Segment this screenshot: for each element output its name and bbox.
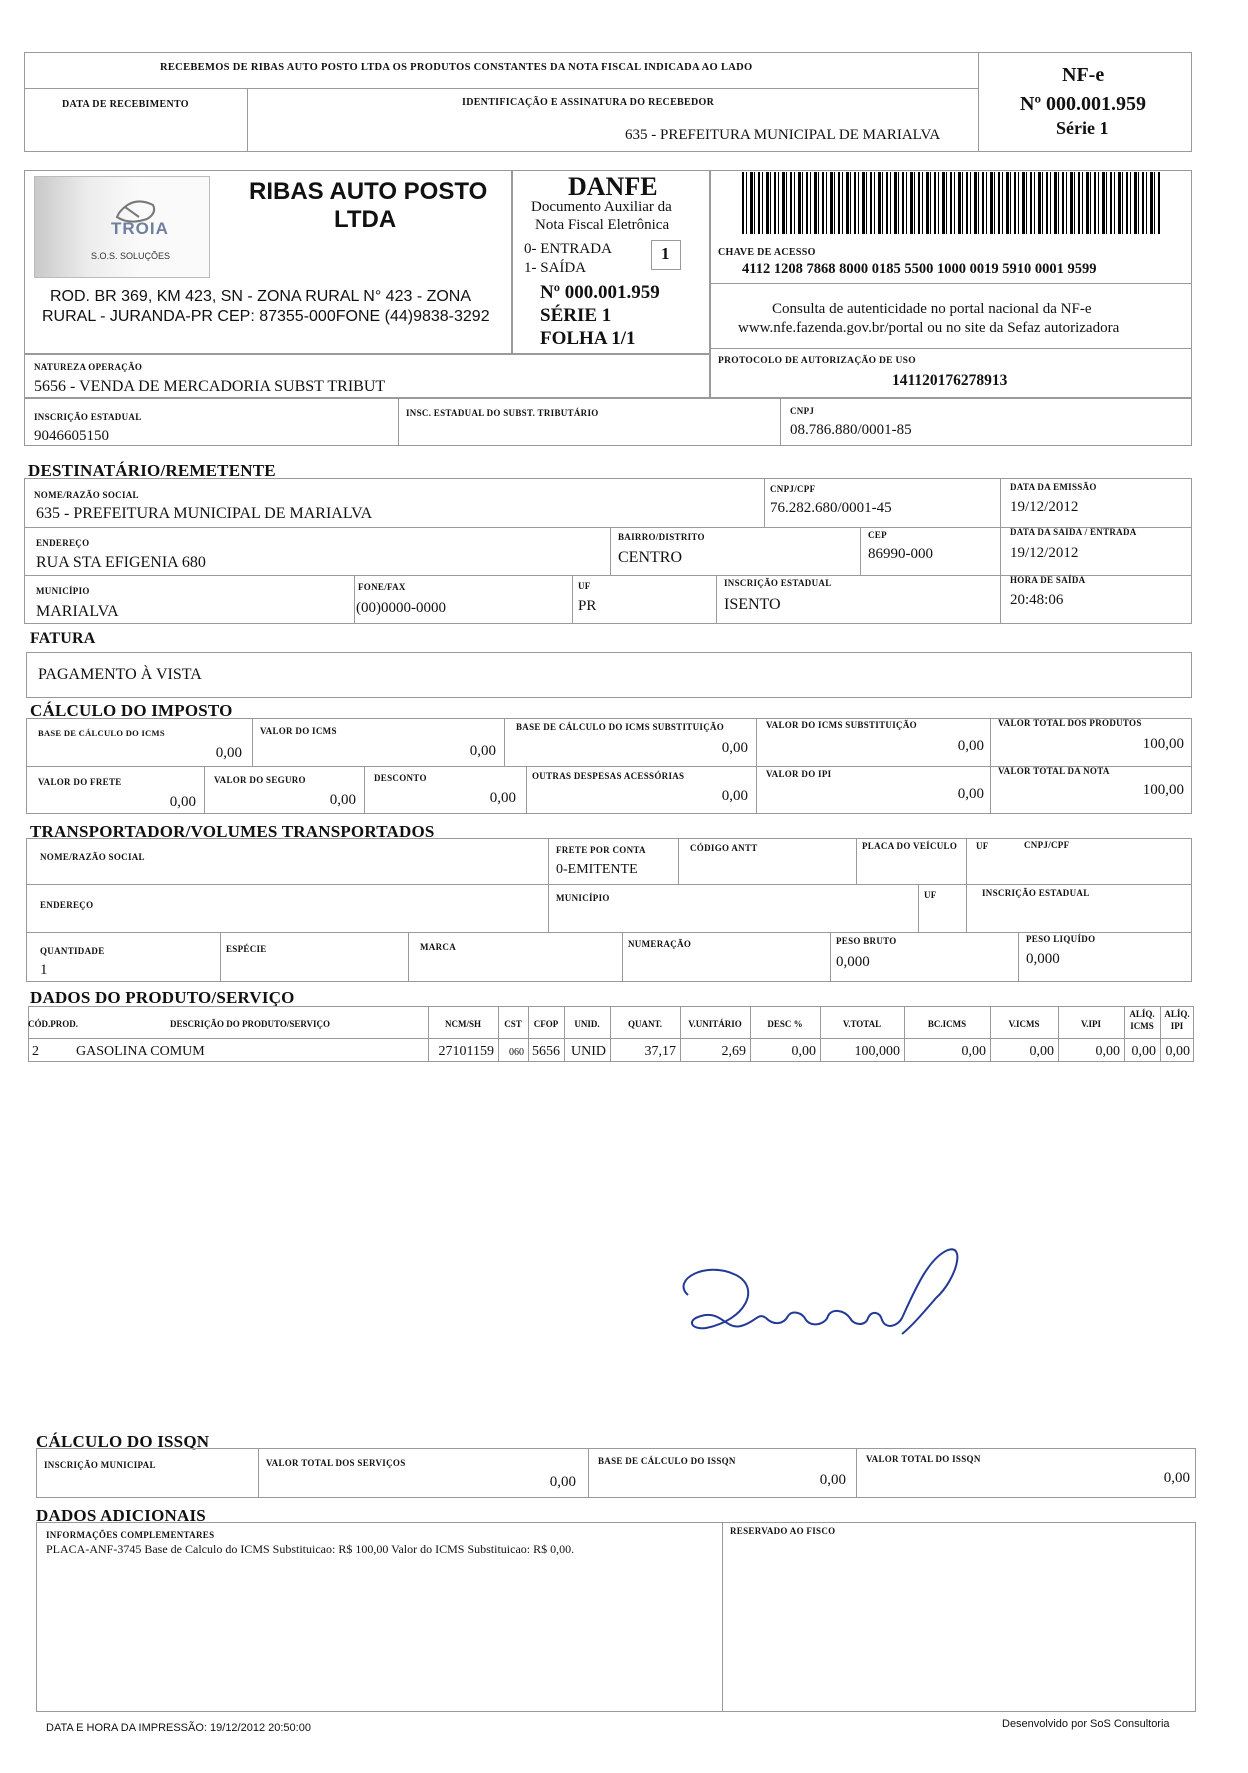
adicionais-section: DADOS ADICIONAIS [36,1506,206,1525]
emitter-address-2: RURAL - JURANDA-PR CEP: 87355-000FONE (44)9838-3292 [42,308,490,325]
dest-name-label: NOME/RAZÃO SOCIAL [34,490,139,500]
header-v-total: V.TOTAL [842,1019,882,1029]
frete: 0,00 [169,794,196,810]
header-desc: DESC % [767,1019,803,1029]
transp-uf2-label: UF [924,890,937,900]
signature [666,1240,986,1360]
bcst-label: BASE DE CÁLCULO DO ICMS SUBSTITUIÇÃO [516,722,725,732]
consult-line2: www.nfe.fazenda.gov.br/portal ou no site da Sefaz autorizadora [738,320,1120,336]
transp-qtd: 1 [40,962,48,978]
transp-marca-label: MARCA [420,942,456,952]
bc-icms-label: BASE DE CÁLCULO DO ICMS [38,728,165,738]
dest-fone-label: FONE/FAX [358,582,406,592]
icms: 0,00 [469,743,496,759]
danfe-tipo: 1 [661,244,670,263]
access-key: 4112 1208 7868 8000 0185 5500 1000 0019 5910 0001 9599 [742,261,1097,277]
dest-cep-label: CEP [868,530,887,540]
produtos-section: DADOS DO PRODUTO/SERVIÇO [30,988,295,1007]
transp-placa-label: PLACA DO VEÍCULO [862,841,958,851]
cell-aliq-ipi: 0,00 [1165,1044,1190,1059]
header-unid: UNID. [574,1019,600,1029]
dest-bairro-label: BAIRRO/DISTRITO [618,532,705,542]
issqn-im-label: INSCRIÇÃO MUNICIPAL [44,1460,156,1470]
ie-st-label: INSC. ESTADUAL DO SUBST. TRIBUTÁRIO [406,408,599,418]
developer-credit: Desenvolvido por SoS Consultoria [1002,1718,1170,1730]
emitter-name-2: LTDA [334,206,397,233]
seguro-label: VALOR DO SEGURO [214,775,306,785]
danfe-entrada: 0- ENTRADA [524,241,612,257]
transp-qtd-label: QUANTIDADE [40,946,105,956]
issqn-serv: 0,00 [549,1474,576,1490]
barcode [742,172,1162,234]
cell-ncm: 27101159 [438,1044,494,1059]
transp-frete-label: FRETE POR CONTA [556,845,646,855]
transp-bruto-label: PESO BRUTO [836,936,897,946]
dest-saida: 19/12/2012 [1010,545,1079,561]
cell-v-total: 100,000 [854,1044,900,1059]
dest-hora-label: HORA DE SAÍDA [1010,575,1086,585]
logo-brand: TROIA [111,219,169,238]
cell-cod-prod: 2 [32,1044,39,1059]
cnpj-value: 08.786.880/0001-85 [790,422,912,438]
dest-cnpj-label: CNPJ/CPF [770,484,816,494]
transp-end-label: ENDEREÇO [40,900,94,910]
protocol-label: PROTOCOLO DE AUTORIZAÇÃO DE USO [718,356,916,366]
danfe-sub2: Nota Fiscal Eletrônica [535,217,670,233]
ie-row [24,398,1192,446]
dest-section: DESTINATÁRIO/REMETENTE [28,461,276,480]
cell-v-unitario: 2,69 [721,1044,746,1059]
dest-hora: 20:48:06 [1010,592,1064,608]
dest-uf: PR [578,598,597,614]
cnpj-label: CNPJ [790,406,815,416]
dest-addr: RUA STA EFIGENIA 680 [36,554,206,571]
danfe-serie: SÉRIE 1 [540,305,612,326]
transp-name-label: NOME/RAZÃO SOCIAL [40,852,145,862]
nature-value: 5656 - VENDA DE MERCADORIA SUBST TRIBUT [34,378,386,395]
imposto-section: CÁLCULO DO IMPOSTO [30,701,233,720]
transp-cnpj-label: CNPJ/CPF [1024,840,1070,850]
issqn-total: 0,00 [1163,1470,1190,1486]
logo [34,176,210,278]
ipi: 0,00 [957,786,984,802]
danfe-folha: FOLHA 1/1 [540,328,636,349]
dest-mun: MARIALVA [36,603,119,620]
issqn-bc-label: BASE DE CÁLCULO DO ISSQN [598,1456,736,1466]
issqn-section: CÁLCULO DO ISSQN [36,1432,210,1451]
header-descricao: DESCRIÇÃO DO PRODUTO/SERVIÇO [169,1019,331,1029]
danfe-title: DANFE [568,172,658,201]
emitter-name-1: RIBAS AUTO POSTO [249,178,488,205]
transp-section: TRANSPORTADOR/VOLUMES TRANSPORTADOS [30,822,435,841]
header-aliq-ipi: ALÍQ. IPI [1164,1009,1190,1031]
receipt-serie: Série 1 [1056,118,1109,138]
info-value: PLACA-ANF-3745 Base de Calculo do ICMS Substituicao: R$ 100,00 Valor do ICMS Substituicao: R$ 0,00. [46,1542,575,1556]
header-cst: CST [504,1019,522,1029]
transp-esp-label: ESPÉCIE [226,944,267,954]
print-datetime: DATA E HORA DA IMPRESSÃO: 19/12/2012 20:50:00 [46,1722,311,1734]
dest-fone: (00)0000-0000 [356,600,446,616]
dest-emissao: 19/12/2012 [1010,499,1079,515]
ie-label: INSCRIÇÃO ESTADUAL [34,412,142,422]
transp-uf-label: UF [976,841,989,851]
header-bc-icms: BC.ICMS [927,1019,967,1029]
icms-label: VALOR DO ICMS [260,726,337,736]
header-cod-prod: CÓD.PROD. [28,1019,78,1029]
logo-sub: S.O.S. SOLUÇÕES [91,251,171,261]
receipt-sign-label: IDENTIFICAÇÃO E ASSINATURA DO RECEBEDOR [462,97,715,108]
cell-v-ipi: 0,00 [1095,1044,1120,1059]
dest-bairro: CENTRO [618,549,682,566]
fatura-value: PAGAMENTO À VISTA [38,666,202,683]
cell-descricao: GASOLINA COMUM [76,1044,205,1059]
ipi-label: VALOR DO IPI [766,769,832,779]
nature-label: NATUREZA OPERAÇÃO [34,362,143,372]
desconto: 0,00 [489,790,516,806]
receipt-nfe: NF-e [1062,64,1105,86]
fisco-label: RESERVADO AO FISCO [730,1526,836,1536]
dest-ie-label: INSCRIÇÃO ESTADUAL [724,578,832,588]
issqn-bc: 0,00 [819,1472,846,1488]
prod-total-label: VALOR TOTAL DOS PRODUTOS [998,718,1142,728]
outras: 0,00 [721,788,748,804]
dest-name: 635 - PREFEITURA MUNICIPAL DE MARIALVA [36,505,373,522]
cell-cst: 060 [509,1047,524,1058]
header-v-unitario: V.UNITÁRIO [688,1019,742,1029]
dest-uf-label: UF [578,581,591,591]
danfe-sub1: Documento Auxiliar da [531,199,672,215]
header-v-ipi: V.IPI [1080,1019,1102,1029]
dest-ie: ISENTO [724,596,781,613]
icmsst-label: VALOR DO ICMS SUBSTITUIÇÃO [766,720,917,730]
bcst: 0,00 [721,740,748,756]
frete-label: VALOR DO FRETE [38,777,122,787]
transp-ie-label: INSCRIÇÃO ESTADUAL [982,888,1090,898]
header-ncm: NCM/SH [445,1019,481,1029]
fatura-section: FATURA [30,630,96,647]
dest-cep: 86990-000 [868,546,933,562]
icmsst: 0,00 [957,738,984,754]
header-quant: QUANT. [627,1019,663,1029]
consult-line1: Consulta de autenticidade no portal nacional da NF-e [772,301,1092,317]
dest-cnpj: 76.282.680/0001-45 [770,500,892,516]
dest-saida-label: DATA DA SAIDA / ENTRADA [1010,527,1137,537]
receipt-receiver: 635 - PREFEITURA MUNICIPAL DE MARIALVA [625,127,941,143]
dest-addr-label: ENDEREÇO [36,538,90,548]
prod-total: 100,00 [1142,736,1184,752]
transp-antt-label: CÓDIGO ANTT [690,843,758,853]
cell-unid: UNID [571,1044,606,1059]
cell-v-icms: 0,00 [1029,1044,1054,1059]
transp-liq: 0,000 [1026,951,1060,967]
issqn-total-label: VALOR TOTAL DO ISSQN [866,1454,981,1464]
cell-desc: 0,00 [791,1044,816,1059]
transp-num-label: NUMERAÇÃO [628,939,692,949]
access-key-label: CHAVE DE ACESSO [718,247,816,258]
nota-total-label: VALOR TOTAL DA NOTA [998,766,1110,776]
issqn-serv-label: VALOR TOTAL DOS SERVIÇOS [266,1458,406,1468]
header-cfop: CFOP [533,1019,559,1029]
transp-liq-label: PESO LIQUÍDO [1026,934,1096,944]
cell-aliq-icms: 0,00 [1131,1044,1156,1059]
receipt-date-label: DATA DE RECEBIMENTO [62,99,189,110]
nota-total: 100,00 [1142,782,1184,798]
receipt-heading: RECEBEMOS DE RIBAS AUTO POSTO LTDA OS PRODUTOS CONSTANTES DA NOTA FISCAL INDICADA AO LADO [160,62,753,73]
cell-bc-icms: 0,00 [961,1044,986,1059]
transp-mun-label: MUNICÍPIO [556,893,610,903]
protocol-value: 141120176278913 [892,372,1008,389]
dest-mun-label: MUNICÍPIO [36,586,90,596]
info-label: INFORMAÇÕES COMPLEMENTARES [46,1530,215,1540]
ie-value: 9046605150 [34,428,109,444]
seguro: 0,00 [329,792,356,808]
desconto-label: DESCONTO [374,773,427,783]
dest-emissao-label: DATA DA EMISSÃO [1010,482,1097,492]
header-aliq-icms: ALÍQ. ICMS [1129,1009,1155,1031]
cell-cfop: 5656 [532,1044,560,1059]
header-v-icms: V.ICMS [1008,1019,1040,1029]
bc-icms: 0,00 [215,745,242,761]
receipt-number: Nº 000.001.959 [1020,93,1147,115]
danfe-number: Nº 000.001.959 [540,282,660,303]
danfe-saida: 1- SAÍDA [524,260,587,276]
cell-quant: 37,17 [644,1044,676,1059]
emitter-address-1: ROD. BR 369, KM 423, SN - ZONA RURAL N° 423 - ZONA [50,288,472,305]
transp-frete: 0-EMITENTE [556,862,638,877]
outras-label: OUTRAS DESPESAS ACESSÓRIAS [532,771,685,781]
transp-bruto: 0,000 [836,954,870,970]
